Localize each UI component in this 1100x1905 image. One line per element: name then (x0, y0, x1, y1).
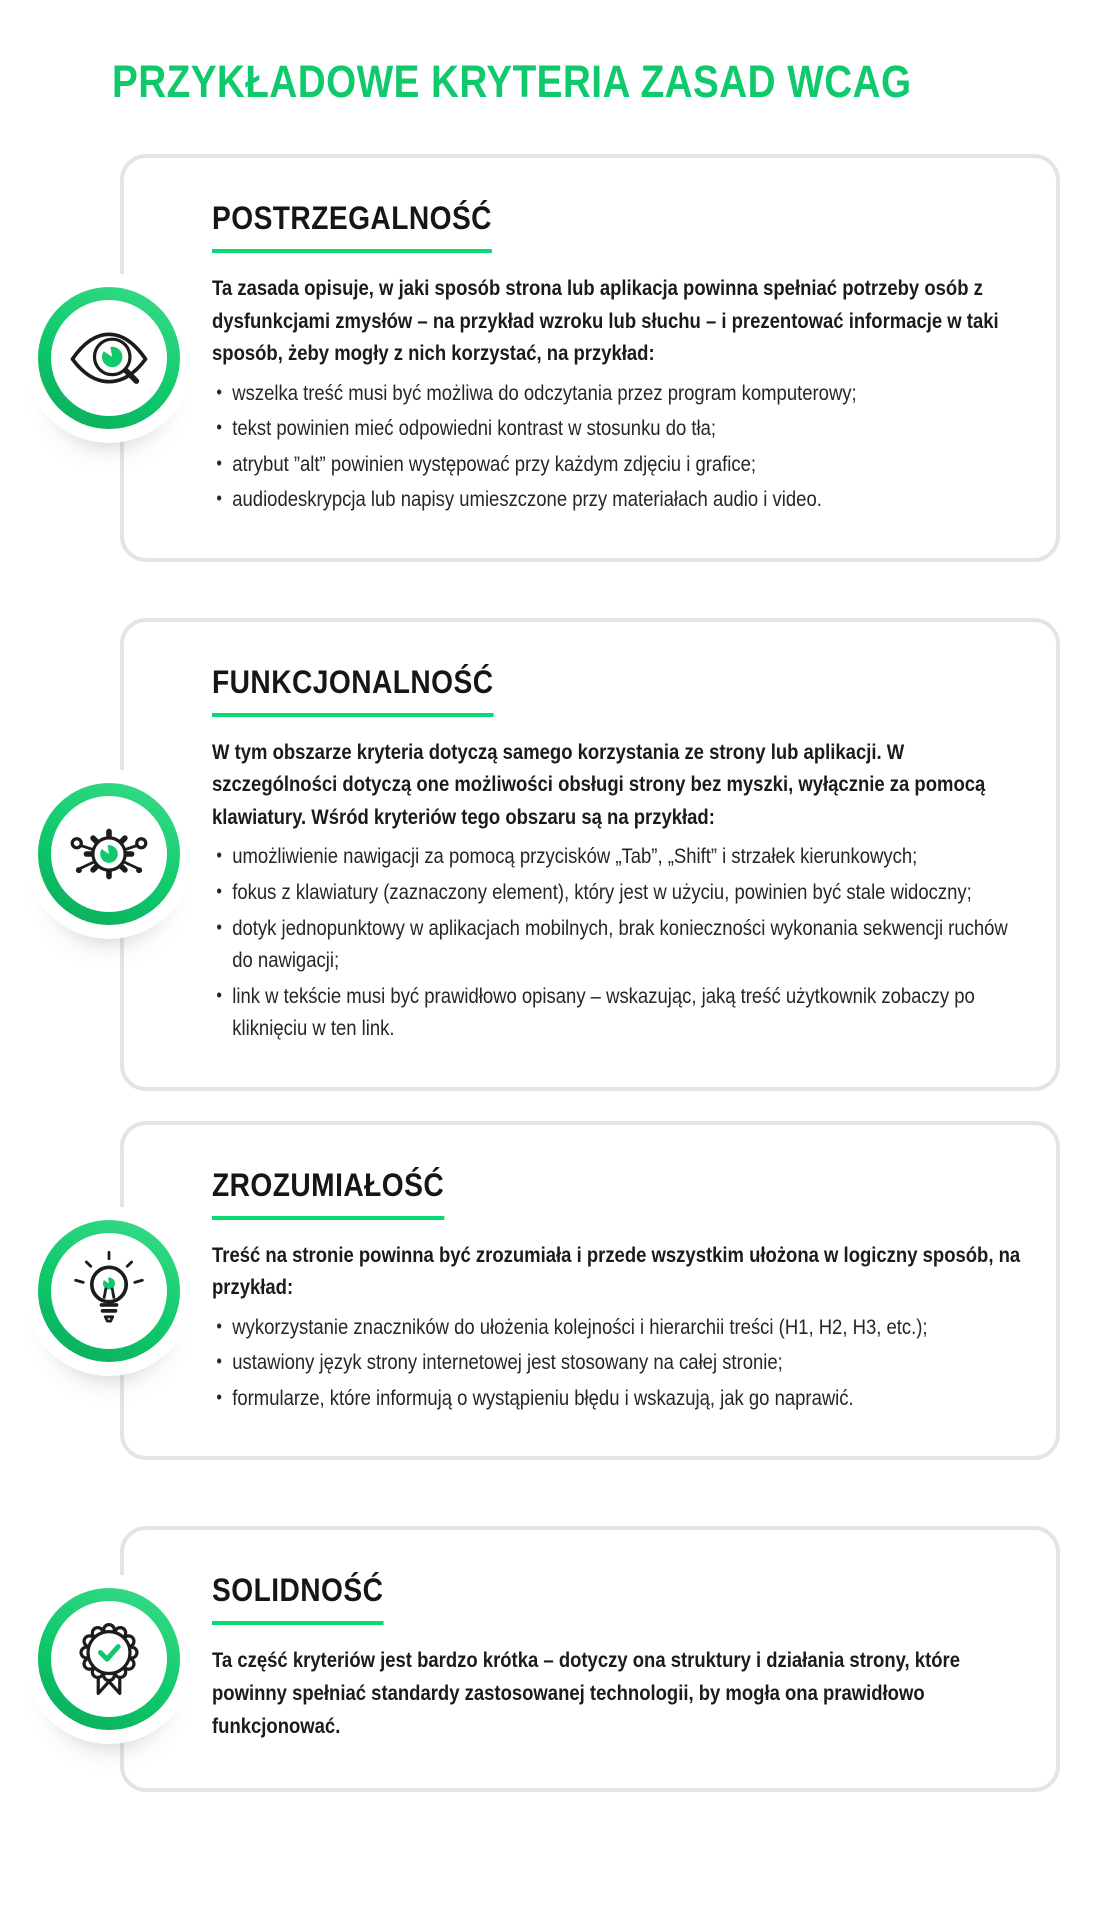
card-funkcjonalnosc (120, 618, 1060, 1091)
card-list (120, 154, 1060, 1792)
bullet-item: • link w tekście musi być prawidłowo opisany – wskazując, jaką treść użytkownik zobaczy po kliknięciu w ten link. (212, 981, 1030, 1046)
card-heading: FUNKCJONALNOŚĆ (212, 664, 494, 717)
bullet-item: • tekst powinien mieć odpowiedni kontrast w stosunku do tła; (212, 413, 1030, 446)
card-solidnosc (120, 1526, 1060, 1792)
bullet-item: • wszelka treść musi być możliwa do odczytania przez program komputerowy; (212, 378, 1030, 411)
card-intro: Ta zasada opisuje, w jaki sposób strona lub aplikacja powinna spełniać potrzeby osób z dysfunkcjami zmysłów – na przykład wzroku lub słuchu – i prezentować informacje w taki sposób, żeby mogły z nich korzystać, na przykład: (212, 277, 999, 366)
card-intro: Ta część kryteriów jest bardzo krótka – dotyczy ona struktury i działania strony, które powinny spełniać standardy zastosowanej technologii, by mogła ona prawidłowo funkcjonować. (212, 1649, 960, 1738)
card-heading: ZROZUMIAŁOŚĆ (212, 1167, 444, 1220)
card-heading: SOLIDNOŚĆ (212, 1572, 383, 1625)
eye-magnifier-icon (38, 287, 180, 429)
card-intro: Treść na stronie powinna być zrozumiała i przede wszystkim ułożona w logiczny sposób, na przykład: (212, 1243, 1021, 1300)
card-postrzegalnosc (120, 154, 1060, 562)
lightbulb-icon (38, 1220, 180, 1362)
page-title: PRZYKŁADOWE KRYTERIA ZASAD WCAG (112, 56, 912, 107)
rosette-check-icon (38, 1588, 180, 1730)
bullet-item: • atrybut ”alt” powinien występować przy każdym zdjęciu i grafice; (212, 449, 1030, 482)
gear-network-icon (38, 783, 180, 925)
bullet-item: • ustawiony język strony internetowej jest stosowany na całej stronie; (212, 1347, 1030, 1380)
bullet-item: • dotyk jednopunktowy w aplikacjach mobilnych, brak konieczności wykonania sekwencji ruchów do nawigacji; (212, 913, 1030, 978)
bullet-list (212, 841, 1030, 1045)
card-zrozumialosc (120, 1121, 1060, 1461)
card-content (212, 200, 1030, 517)
card-heading: POSTRZEGALNOŚĆ (212, 200, 492, 253)
bullet-list (212, 378, 1030, 517)
bullet-item: • umożliwienie nawigacji za pomocą przycisków „Tab”, „Shift” i strzałek kierunkowych; (212, 841, 1030, 874)
bullet-item: • formularze, które informują o wystąpieniu błędu i wskazują, jak go naprawić. (212, 1383, 1030, 1416)
bullet-item: • fokus z klawiatury (zaznaczony element), który jest w użyciu, powinien być stale widoczny; (212, 877, 1030, 910)
card-intro: W tym obszarze kryteria dotyczą samego korzystania ze strony lub aplikacji. W szczególności dotyczą one możliwości obsługi strony bez myszki, wyłącznie za pomocą klawiatury. Wśród kryteriów tego obszaru są na przykład: (212, 740, 986, 829)
card-content (212, 1167, 1030, 1416)
bullet-item: • wykorzystanie znaczników do ułożenia kolejności i hierarchii treści (H1, H2, H3, etc.); (212, 1312, 1030, 1345)
bullet-item: • audiodeskrypcja lub napisy umieszczone przy materiałach audio i video. (212, 484, 1030, 517)
card-content (212, 664, 1030, 1046)
card-content (212, 1572, 1030, 1743)
bullet-list (212, 1312, 1030, 1416)
